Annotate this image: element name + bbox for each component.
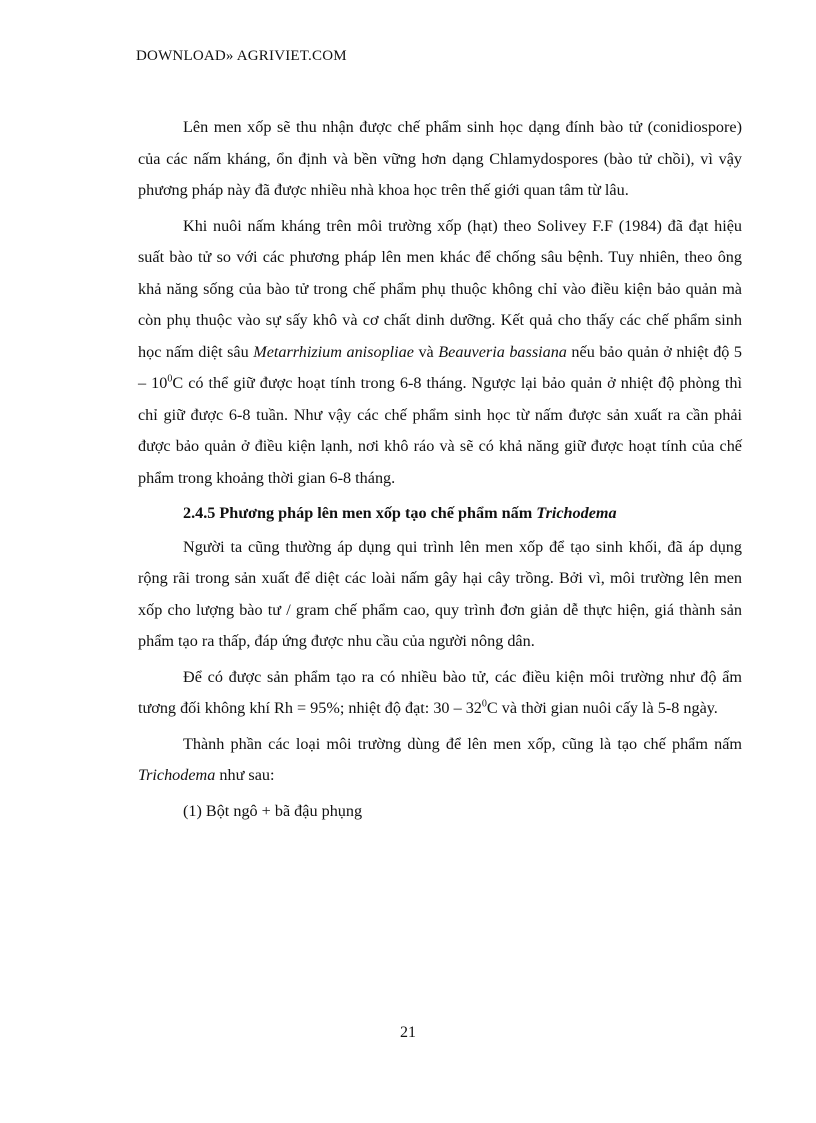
paragraph-2-text-a: Khi nuôi nấm kháng trên môi trường xốp (hạt) theo Solivey F.F (1984) đã đạt hiệu suất bào tử so với các phương pháp lên men khác để chống sâu bệnh. Tuy nhiên, theo ông khả năng sống của bào tử trong chế phẩm phụ thuộc không chỉ vào điều kiện bảo quản mà còn phụ thuộc vào sự sấy khô và cơ chất dinh dưỡng. Kết quả cho thấy các chế phẩm sinh học nấm diệt sâu — [138, 216, 742, 361]
paragraph-5 — [138, 729, 742, 792]
page-header: DOWNLOAD» AGRIVIET.COM — [136, 48, 347, 64]
degree-superscript: 0 — [167, 373, 173, 385]
species-name-beauveria: Beauveria bassiana — [438, 342, 567, 361]
paragraph-5-text-a: Thành phần các loại môi trường dùng để lên men xốp, cũng là tạo chế phẩm nấm — [183, 734, 742, 753]
paragraph-1: Lên men xốp sẽ thu nhận được chế phẩm sinh học dạng đính bào tử (conidiospore) của các nấm kháng, ổn định và bền vững hơn dạng Chlamydospores (bào tử chồi), vì vậy phương pháp này đã được nhiều nhà khoa học trên thế giới quan tâm từ lâu. — [138, 118, 742, 199]
degree-superscript: 0 — [481, 698, 487, 710]
list-item: (1) Bột ngô + bã đậu phụng — [183, 801, 363, 820]
paragraph-2-text-d: C có thể giữ được hoạt tính trong 6-8 tháng. Ngược lại bảo quản ở nhiệt độ phòng thì chỉ giữ được 6-8 tuần. Như vậy các chế phẩm sinh học từ nấm được sản xuất ra cần phải được bảo quản ở điều kiện lạnh, nơi khô ráo và sẽ có khả năng giữ được hoạt tính của chế phẩm trong khoảng thời gian 6-8 tháng. — [138, 374, 742, 487]
paragraph-5-text-b: như sau: — [215, 766, 275, 784]
section-heading — [138, 498, 742, 530]
document-body — [138, 112, 742, 831]
paragraph-2-text-b: và — [413, 342, 439, 361]
paragraph-4-text-a: Để có được sản phẩm tạo ra có nhiều bào tử, các điều kiện môi trường như độ ẩm tương đối không khí Rh = 95%; nhiệt độ đạt: 30 – 32 — [138, 667, 742, 717]
section-heading-italic: Trichodema — [536, 504, 617, 522]
paragraph-3: Người ta cũng thường áp dụng qui trình lên men xốp để tạo sinh khối, đã áp dụng rộng rãi trong sản xuất để diệt các loài nấm gây hại cây trồng. Bởi vì, môi trường lên men xốp cho lượng bào tư / gram chế phẩm cao, quy trình đơn giản dễ thực hiện, giá thành sản phẩm tạo ra thấp, đáp ứng được nhu cầu của người nông dân. — [138, 537, 742, 650]
section-heading-text: 2.4.5 Phương pháp lên men xốp tạo chế phẩm nấm — [183, 504, 537, 522]
paragraph-2-text-c: nếu bảo quản ở nhiệt độ 5 – 10 — [138, 342, 743, 392]
species-name-metarrhizium: Metarrhizium anisopliae — [253, 342, 414, 361]
page-number: 21 — [400, 1024, 416, 1041]
paragraph-2 — [138, 211, 742, 495]
paragraph-4-text-b: C và thời gian nuôi cấy là 5-8 ngày. — [486, 699, 718, 717]
paragraph-5-italic: Trichodema — [138, 766, 216, 784]
paragraph-4 — [138, 662, 742, 725]
